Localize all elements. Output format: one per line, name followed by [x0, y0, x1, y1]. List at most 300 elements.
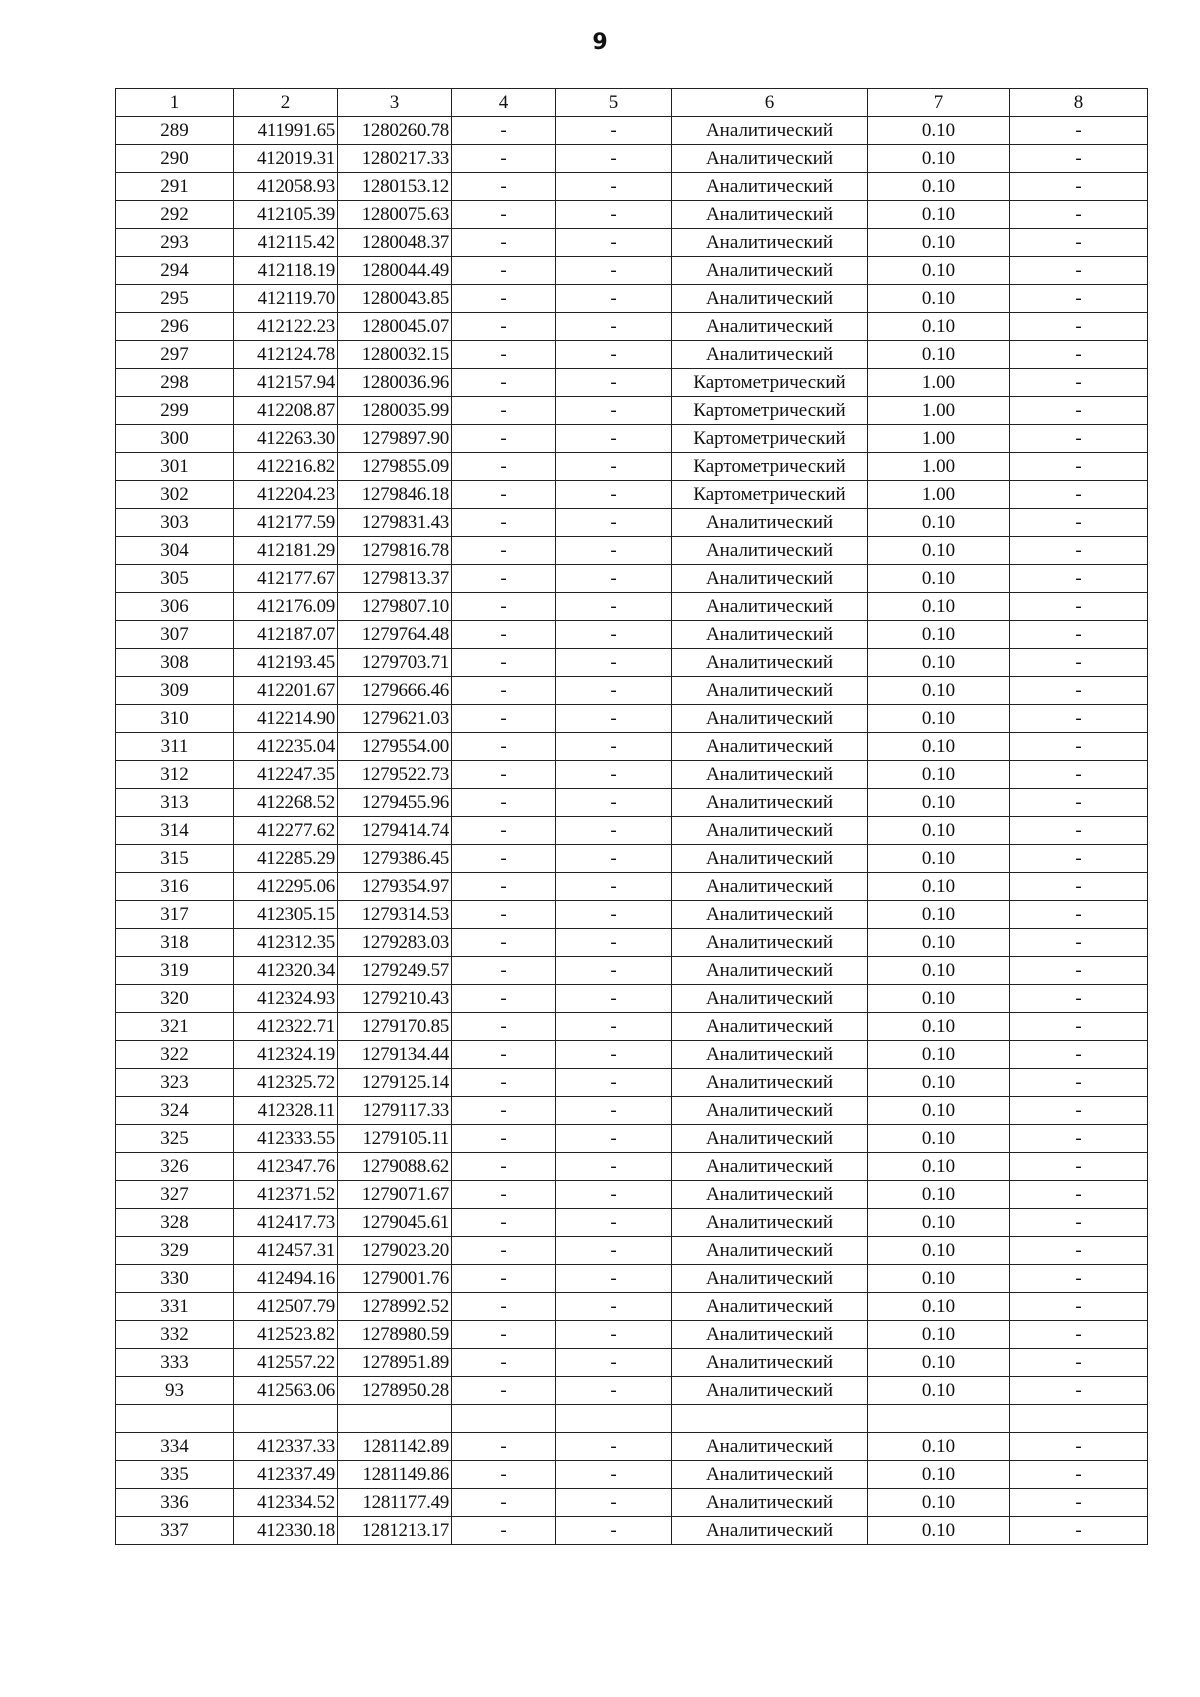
col4-cell: - [452, 397, 556, 425]
table-row [116, 341, 1148, 369]
point-number-cell: 316 [116, 873, 234, 901]
method-cell: Аналитический [672, 1097, 868, 1125]
col4-cell: - [452, 509, 556, 537]
y-coordinate-cell: 1279621.03 [338, 705, 452, 733]
col4-cell: - [452, 1013, 556, 1041]
point-number-cell: 327 [116, 1181, 234, 1209]
table-row [116, 257, 1148, 285]
accuracy-cell: 0.10 [868, 145, 1010, 173]
col4-cell: - [452, 929, 556, 957]
y-coordinate-cell: 1279125.14 [338, 1069, 452, 1097]
method-cell: Аналитический [672, 1069, 868, 1097]
x-coordinate-cell: 412119.70 [234, 285, 338, 313]
method-cell: Картометрический [672, 481, 868, 509]
y-coordinate-cell: 1279088.62 [338, 1153, 452, 1181]
point-number-cell: 325 [116, 1125, 234, 1153]
table-row [116, 761, 1148, 789]
x-coordinate-cell: 412295.06 [234, 873, 338, 901]
table-row [116, 705, 1148, 733]
accuracy-cell: 0.10 [868, 621, 1010, 649]
point-number-cell: 313 [116, 789, 234, 817]
method-cell: Аналитический [672, 817, 868, 845]
header-cell: 4 [452, 89, 556, 117]
table-row [116, 1237, 1148, 1265]
col4-cell: - [452, 341, 556, 369]
y-coordinate-cell: 1281149.86 [338, 1460, 452, 1488]
page-number: 9 [592, 30, 608, 55]
method-cell: Аналитический [672, 117, 868, 145]
point-number-cell: 298 [116, 369, 234, 397]
accuracy-cell: 0.10 [868, 341, 1010, 369]
y-coordinate-cell: 1279846.18 [338, 481, 452, 509]
table-row [116, 929, 1148, 957]
accuracy-cell: 0.10 [868, 173, 1010, 201]
col4-cell: - [452, 901, 556, 929]
col8-cell: - [1010, 817, 1148, 845]
col4-cell: - [452, 1041, 556, 1069]
col4-cell: - [452, 425, 556, 453]
y-coordinate-cell: 1280045.07 [338, 313, 452, 341]
accuracy-cell [868, 1405, 1010, 1433]
accuracy-cell: 0.10 [868, 649, 1010, 677]
accuracy-cell: 0.10 [868, 1153, 1010, 1181]
table-row [116, 593, 1148, 621]
point-number-cell: 331 [116, 1293, 234, 1321]
point-number-cell: 324 [116, 1097, 234, 1125]
y-coordinate-cell: 1279897.90 [338, 425, 452, 453]
accuracy-cell: 0.10 [868, 593, 1010, 621]
y-coordinate-cell: 1280032.15 [338, 341, 452, 369]
x-coordinate-cell: 412118.19 [234, 257, 338, 285]
y-coordinate-cell: 1279831.43 [338, 509, 452, 537]
table-row [116, 173, 1148, 201]
table-row [116, 1041, 1148, 1069]
col5-cell: - [556, 565, 672, 593]
col5-cell: - [556, 901, 672, 929]
method-cell: Аналитический [672, 957, 868, 985]
col4-cell: - [452, 537, 556, 565]
col5-cell: - [556, 957, 672, 985]
y-coordinate-cell: 1279703.71 [338, 649, 452, 677]
accuracy-cell: 0.10 [868, 1488, 1010, 1516]
col4-cell: - [452, 789, 556, 817]
col8-cell: - [1010, 1013, 1148, 1041]
col5-cell: - [556, 1321, 672, 1349]
header-cell: 7 [868, 89, 1010, 117]
x-coordinate-cell: 412324.19 [234, 1041, 338, 1069]
point-number-cell: 295 [116, 285, 234, 313]
y-coordinate-cell: 1280153.12 [338, 173, 452, 201]
col5-cell: - [556, 341, 672, 369]
accuracy-cell: 0.10 [868, 1125, 1010, 1153]
col4-cell: - [452, 1097, 556, 1125]
col5-cell: - [556, 1097, 672, 1125]
method-cell: Аналитический [672, 1460, 868, 1488]
col4-cell: - [452, 761, 556, 789]
y-coordinate-cell: 1279001.76 [338, 1265, 452, 1293]
x-coordinate-cell: 412201.67 [234, 677, 338, 705]
y-coordinate-cell: 1279023.20 [338, 1237, 452, 1265]
col5-cell: - [556, 677, 672, 705]
col5-cell: - [556, 145, 672, 173]
accuracy-cell: 0.10 [868, 873, 1010, 901]
x-coordinate-cell: 412058.93 [234, 173, 338, 201]
col8-cell: - [1010, 509, 1148, 537]
col8-cell: - [1010, 1237, 1148, 1265]
method-cell: Аналитический [672, 1209, 868, 1237]
col8-cell: - [1010, 705, 1148, 733]
col8-cell: - [1010, 1125, 1148, 1153]
col5-cell: - [556, 369, 672, 397]
y-coordinate-cell: 1279105.11 [338, 1125, 452, 1153]
accuracy-cell: 1.00 [868, 453, 1010, 481]
col4-cell: - [452, 117, 556, 145]
table-row [116, 1321, 1148, 1349]
col4-cell: - [452, 453, 556, 481]
col4-cell: - [452, 1349, 556, 1377]
table-row [116, 229, 1148, 257]
col5-cell: - [556, 1041, 672, 1069]
x-coordinate-cell: 412337.33 [234, 1432, 338, 1460]
col4-cell: - [452, 1516, 556, 1544]
accuracy-cell: 1.00 [868, 397, 1010, 425]
x-coordinate-cell: 412507.79 [234, 1293, 338, 1321]
method-cell: Аналитический [672, 901, 868, 929]
col8-cell: - [1010, 257, 1148, 285]
point-number-cell: 315 [116, 845, 234, 873]
y-coordinate-cell: 1279554.00 [338, 733, 452, 761]
col5-cell: - [556, 1293, 672, 1321]
x-coordinate-cell: 412235.04 [234, 733, 338, 761]
y-coordinate-cell: 1279522.73 [338, 761, 452, 789]
x-coordinate-cell: 412457.31 [234, 1237, 338, 1265]
table-row [116, 397, 1148, 425]
y-coordinate-cell: 1279314.53 [338, 901, 452, 929]
col5-cell: - [556, 313, 672, 341]
y-coordinate-cell: 1279666.46 [338, 677, 452, 705]
y-coordinate-cell: 1279045.61 [338, 1209, 452, 1237]
point-number-cell: 93 [116, 1377, 234, 1405]
y-coordinate-cell: 1280048.37 [338, 229, 452, 257]
col5-cell: - [556, 817, 672, 845]
col4-cell: - [452, 565, 556, 593]
col4-cell: - [452, 733, 556, 761]
y-coordinate-cell: 1281213.17 [338, 1516, 452, 1544]
col4-cell [452, 1405, 556, 1433]
method-cell: Аналитический [672, 761, 868, 789]
method-cell: Аналитический [672, 1041, 868, 1069]
y-coordinate-cell: 1279117.33 [338, 1097, 452, 1125]
col5-cell: - [556, 929, 672, 957]
accuracy-cell: 0.10 [868, 313, 1010, 341]
method-cell: Аналитический [672, 257, 868, 285]
point-number-cell: 323 [116, 1069, 234, 1097]
col8-cell: - [1010, 957, 1148, 985]
col8-cell [1010, 1405, 1148, 1433]
point-number-cell: 319 [116, 957, 234, 985]
method-cell: Аналитический [672, 1321, 868, 1349]
x-coordinate-cell: 412330.18 [234, 1516, 338, 1544]
y-coordinate-cell: 1280217.33 [338, 145, 452, 173]
method-cell: Аналитический [672, 313, 868, 341]
col5-cell: - [556, 733, 672, 761]
y-coordinate-cell: 1281177.49 [338, 1488, 452, 1516]
accuracy-cell: 0.10 [868, 537, 1010, 565]
y-coordinate-cell: 1280260.78 [338, 117, 452, 145]
method-cell: Аналитический [672, 845, 868, 873]
x-coordinate-cell: 412417.73 [234, 1209, 338, 1237]
header-cell: 1 [116, 89, 234, 117]
method-cell: Аналитический [672, 1237, 868, 1265]
point-number-cell: 336 [116, 1488, 234, 1516]
point-number-cell: 314 [116, 817, 234, 845]
col8-cell: - [1010, 1209, 1148, 1237]
col4-cell: - [452, 1069, 556, 1097]
col5-cell: - [556, 453, 672, 481]
accuracy-cell: 0.10 [868, 817, 1010, 845]
col5-cell: - [556, 1265, 672, 1293]
point-number-cell: 333 [116, 1349, 234, 1377]
col8-cell: - [1010, 845, 1148, 873]
accuracy-cell: 0.10 [868, 1041, 1010, 1069]
point-number-cell: 318 [116, 929, 234, 957]
col8-cell: - [1010, 1069, 1148, 1097]
col5-cell: - [556, 649, 672, 677]
x-coordinate-cell: 412181.29 [234, 537, 338, 565]
col4-cell: - [452, 481, 556, 509]
y-coordinate-cell: 1279249.57 [338, 957, 452, 985]
col4-cell: - [452, 1209, 556, 1237]
col4-cell: - [452, 201, 556, 229]
col5-cell: - [556, 257, 672, 285]
y-coordinate-cell: 1281142.89 [338, 1432, 452, 1460]
accuracy-cell: 0.10 [868, 901, 1010, 929]
y-coordinate-cell: 1279414.74 [338, 817, 452, 845]
col8-cell: - [1010, 1153, 1148, 1181]
method-cell: Аналитический [672, 537, 868, 565]
point-number-cell: 290 [116, 145, 234, 173]
col5-cell: - [556, 1209, 672, 1237]
col4-cell: - [452, 705, 556, 733]
col4-cell: - [452, 145, 556, 173]
y-coordinate-cell: 1279455.96 [338, 789, 452, 817]
accuracy-cell: 0.10 [868, 845, 1010, 873]
y-coordinate-cell: 1279813.37 [338, 565, 452, 593]
point-number-cell: 310 [116, 705, 234, 733]
point-number-cell: 322 [116, 1041, 234, 1069]
table-row [116, 1377, 1148, 1405]
header-cell: 2 [234, 89, 338, 117]
y-coordinate-cell: 1279170.85 [338, 1013, 452, 1041]
col8-cell: - [1010, 173, 1148, 201]
col8-cell: - [1010, 1432, 1148, 1460]
col8-cell: - [1010, 1097, 1148, 1125]
col8-cell: - [1010, 397, 1148, 425]
col8-cell: - [1010, 369, 1148, 397]
accuracy-cell: 0.10 [868, 761, 1010, 789]
table-row [116, 1293, 1148, 1321]
point-number-cell: 301 [116, 453, 234, 481]
col5-cell: - [556, 705, 672, 733]
col4-cell: - [452, 1265, 556, 1293]
accuracy-cell: 0.10 [868, 201, 1010, 229]
col5-cell: - [556, 1488, 672, 1516]
col8-cell: - [1010, 1321, 1148, 1349]
table-row [116, 1488, 1148, 1516]
point-number-cell: 332 [116, 1321, 234, 1349]
table-row [116, 845, 1148, 873]
accuracy-cell: 0.10 [868, 1349, 1010, 1377]
col5-cell: - [556, 789, 672, 817]
col5-cell: - [556, 1181, 672, 1209]
col5-cell: - [556, 117, 672, 145]
table-row [116, 509, 1148, 537]
col5-cell: - [556, 1013, 672, 1041]
col5-cell: - [556, 593, 672, 621]
y-coordinate-cell: 1279764.48 [338, 621, 452, 649]
y-coordinate-cell: 1278980.59 [338, 1321, 452, 1349]
col8-cell: - [1010, 1377, 1148, 1405]
col4-cell: - [452, 985, 556, 1013]
accuracy-cell: 0.10 [868, 565, 1010, 593]
x-coordinate-cell: 412157.94 [234, 369, 338, 397]
col8-cell: - [1010, 1460, 1148, 1488]
point-number-cell: 297 [116, 341, 234, 369]
col5-cell: - [556, 397, 672, 425]
table-row [116, 1265, 1148, 1293]
point-number-cell: 296 [116, 313, 234, 341]
point-number-cell: 307 [116, 621, 234, 649]
accuracy-cell: 0.10 [868, 1097, 1010, 1125]
x-coordinate-cell: 412177.59 [234, 509, 338, 537]
col8-cell: - [1010, 565, 1148, 593]
col4-cell: - [452, 649, 556, 677]
table-row [116, 117, 1148, 145]
x-coordinate-cell: 412177.67 [234, 565, 338, 593]
x-coordinate-cell: 412320.34 [234, 957, 338, 985]
y-coordinate-cell: 1280043.85 [338, 285, 452, 313]
col5-cell: - [556, 985, 672, 1013]
col4-cell: - [452, 1488, 556, 1516]
col4-cell: - [452, 1153, 556, 1181]
table-row [116, 901, 1148, 929]
col8-cell: - [1010, 453, 1148, 481]
x-coordinate-cell: 412285.29 [234, 845, 338, 873]
y-coordinate-cell: 1279071.67 [338, 1181, 452, 1209]
y-coordinate-cell: 1280075.63 [338, 201, 452, 229]
accuracy-cell: 0.10 [868, 1293, 1010, 1321]
x-coordinate-cell: 412268.52 [234, 789, 338, 817]
x-coordinate-cell: 412187.07 [234, 621, 338, 649]
x-coordinate-cell: 412563.06 [234, 1377, 338, 1405]
method-cell: Аналитический [672, 873, 868, 901]
method-cell: Аналитический [672, 341, 868, 369]
table-body [116, 89, 1148, 1545]
point-number-cell: 299 [116, 397, 234, 425]
x-coordinate-cell: 412322.71 [234, 1013, 338, 1041]
table-row [116, 733, 1148, 761]
accuracy-cell: 0.10 [868, 1237, 1010, 1265]
point-number-cell: 304 [116, 537, 234, 565]
col4-cell: - [452, 285, 556, 313]
col5-cell: - [556, 1377, 672, 1405]
accuracy-cell: 0.10 [868, 117, 1010, 145]
accuracy-cell: 0.10 [868, 957, 1010, 985]
header-row [116, 89, 1148, 117]
table-row [116, 621, 1148, 649]
col8-cell: - [1010, 1349, 1148, 1377]
col5-cell: - [556, 845, 672, 873]
col4-cell: - [452, 1377, 556, 1405]
y-coordinate-cell: 1279134.44 [338, 1041, 452, 1069]
col4-cell: - [452, 845, 556, 873]
method-cell: Аналитический [672, 705, 868, 733]
col5-cell: - [556, 1349, 672, 1377]
point-number-cell: 311 [116, 733, 234, 761]
point-number-cell: 335 [116, 1460, 234, 1488]
table-row [116, 1209, 1148, 1237]
table-row [116, 145, 1148, 173]
table-row [116, 1460, 1148, 1488]
col5-cell: - [556, 1432, 672, 1460]
col4-cell: - [452, 873, 556, 901]
method-cell: Аналитический [672, 1293, 868, 1321]
x-coordinate-cell: 412204.23 [234, 481, 338, 509]
point-number-cell: 303 [116, 509, 234, 537]
accuracy-cell: 0.10 [868, 1181, 1010, 1209]
accuracy-cell: 0.10 [868, 705, 1010, 733]
col5-cell: - [556, 1516, 672, 1544]
col4-cell: - [452, 1432, 556, 1460]
x-coordinate-cell: 412277.62 [234, 817, 338, 845]
method-cell: Аналитический [672, 1516, 868, 1544]
col8-cell: - [1010, 593, 1148, 621]
x-coordinate-cell: 412263.30 [234, 425, 338, 453]
col8-cell: - [1010, 229, 1148, 257]
method-cell: Аналитический [672, 1013, 868, 1041]
accuracy-cell: 1.00 [868, 425, 1010, 453]
col4-cell: - [452, 313, 556, 341]
y-coordinate-cell: 1279354.97 [338, 873, 452, 901]
x-coordinate-cell [234, 1405, 338, 1433]
col5-cell: - [556, 1237, 672, 1265]
col5-cell: - [556, 1460, 672, 1488]
table-row [116, 1013, 1148, 1041]
accuracy-cell: 1.00 [868, 369, 1010, 397]
point-number-cell: 300 [116, 425, 234, 453]
y-coordinate-cell: 1278992.52 [338, 1293, 452, 1321]
accuracy-cell: 0.10 [868, 257, 1010, 285]
accuracy-cell: 0.10 [868, 1432, 1010, 1460]
col8-cell: - [1010, 1293, 1148, 1321]
table-row [116, 957, 1148, 985]
col8-cell: - [1010, 145, 1148, 173]
col8-cell: - [1010, 901, 1148, 929]
x-coordinate-cell: 412208.87 [234, 397, 338, 425]
table-row [116, 1097, 1148, 1125]
x-coordinate-cell: 411991.65 [234, 117, 338, 145]
x-coordinate-cell: 412347.76 [234, 1153, 338, 1181]
x-coordinate-cell: 412371.52 [234, 1181, 338, 1209]
method-cell: Аналитический [672, 789, 868, 817]
col5-cell: - [556, 537, 672, 565]
method-cell: Аналитический [672, 201, 868, 229]
accuracy-cell: 0.10 [868, 985, 1010, 1013]
x-coordinate-cell: 412324.93 [234, 985, 338, 1013]
table-row [116, 285, 1148, 313]
method-cell: Аналитический [672, 1181, 868, 1209]
accuracy-cell: 0.10 [868, 677, 1010, 705]
